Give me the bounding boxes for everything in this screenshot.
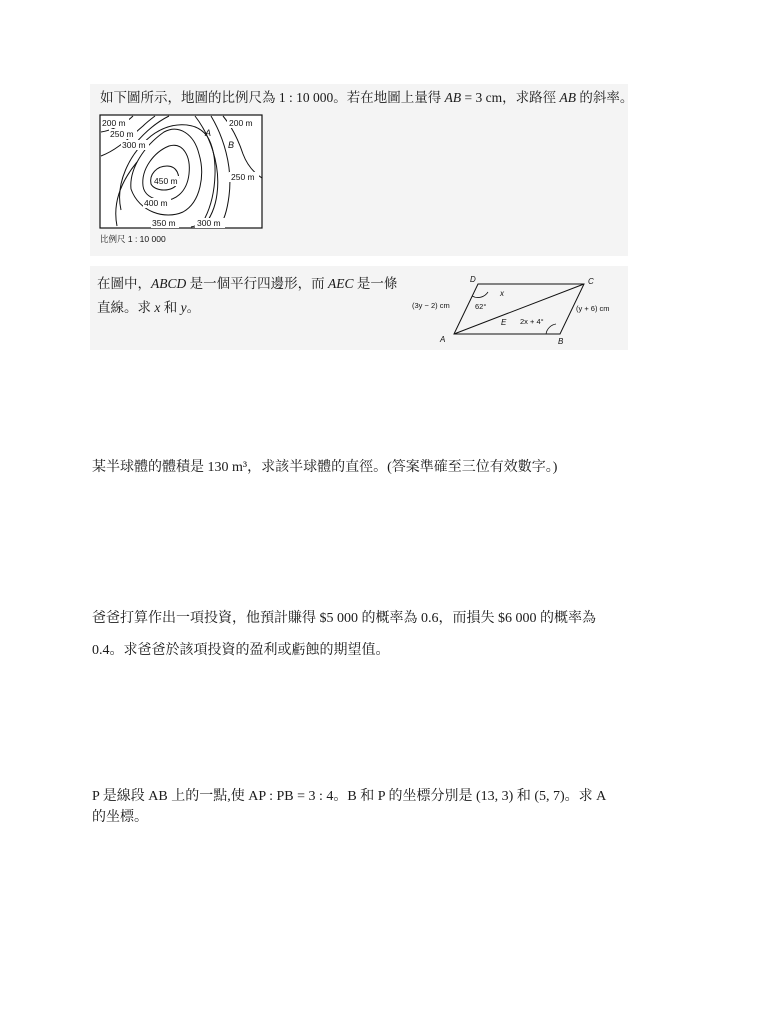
contour-label-450: 450 m [154, 176, 178, 186]
contour-label-250-left: 250 m [110, 129, 134, 139]
map-point-a: A [205, 128, 212, 138]
q4-line-2: 0.4。求爸爸於該項投資的盈利或虧蝕的期望值。 [92, 643, 390, 659]
vertex-b: B [558, 337, 564, 346]
contour-map [99, 114, 267, 244]
map-point-b: B [228, 140, 235, 150]
q5-line-1: P 是線段 AB 上的一點,使 AP : PB = 3 : 4。B 和 P 的坐標分別是 (13, 3) 和 (5, 7)。求 A [92, 789, 607, 804]
q3-text: 某半球體的體積是 130 m³，求該半球體的直徑。(答案準確至三位有效數字。) [92, 460, 558, 475]
contour-label-200-right: 200 m [229, 118, 253, 128]
q2-line-2: 直線。求 x 和 y。 [97, 299, 201, 315]
angle-label-x: x [500, 289, 504, 298]
q5-text [92, 786, 606, 828]
parallelogram-figure [408, 274, 628, 350]
contour-label-300-bottom: 300 m [197, 218, 221, 228]
contour-label-200-left: 200 m [102, 118, 126, 128]
point-e: E [501, 318, 507, 327]
angle-label-62: 62° [475, 302, 487, 311]
q2-text [97, 272, 397, 319]
q1-text: 如下圖所示，地圖的比例尺為 1 : 10 000。若在地圖上量得 AB = 3 cm，求路徑 AB 的斜率。 [100, 90, 634, 105]
vertex-d: D [470, 275, 476, 284]
map-scale: 比例尺 1 : 10 000 [100, 234, 166, 244]
angle-label-expr: 2x + 4° [520, 317, 544, 326]
vertex-c: C [588, 277, 594, 286]
contour-label-300-left: 300 m [122, 140, 146, 150]
diagonal-aec [454, 284, 584, 334]
vertex-a: A [440, 335, 446, 344]
q4-text [92, 603, 596, 667]
angle-arc-b [546, 324, 556, 334]
side-label-ad: (3y − 2) cm [412, 301, 450, 310]
contour-label-400: 400 m [144, 198, 168, 208]
angle-arc-d [472, 292, 488, 298]
side-label-bc: (y + 6) cm [576, 304, 610, 313]
q1-var-ab: AB [444, 90, 462, 105]
q1-var-ab-2: AB [559, 90, 576, 105]
q5-line-2: 的坐標。 [92, 810, 148, 825]
contour-label-350: 350 m [152, 218, 176, 228]
q2-line-1: 在圖中，ABCD 是一個平行四邊形，而 AEC 是一條 [97, 276, 398, 291]
contour-label-250-right: 250 m [231, 172, 255, 182]
q4-line-1: 爸爸打算作出一項投資，他預計賺得 $5 000 的概率為 0.6，而損失 $6 000 的概率為 [92, 611, 596, 626]
